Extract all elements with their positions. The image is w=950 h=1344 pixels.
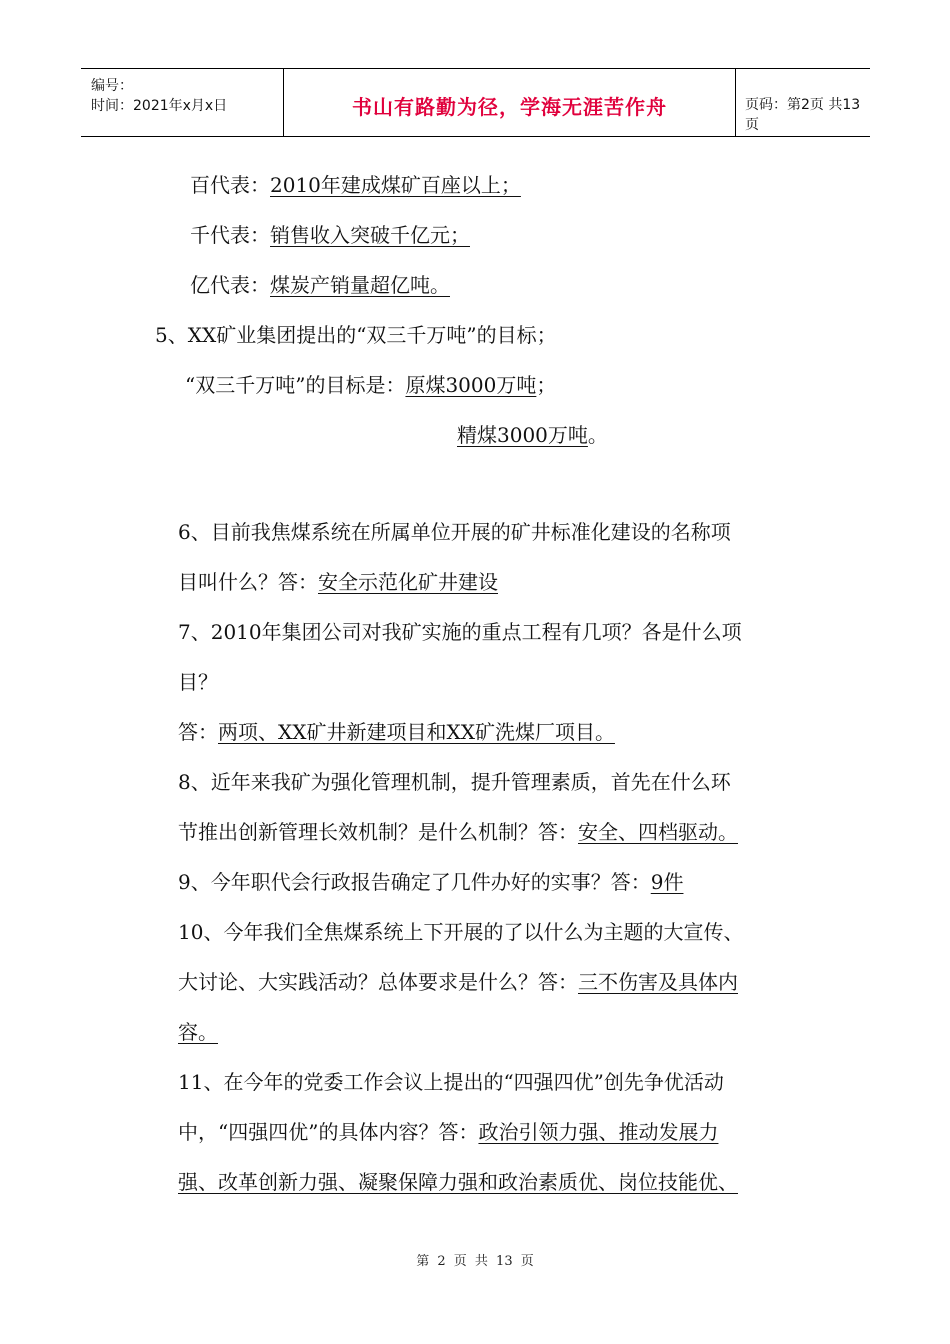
body-line: 精煤3000万吨。 xyxy=(457,423,608,447)
header-info-cell xyxy=(81,69,283,136)
body-line: 亿代表：煤炭产销量超亿吨。 xyxy=(190,273,450,297)
question-line: 6、目前我焦煤系统在所属单位开展的矿井标准化建设的名称项 xyxy=(178,520,731,544)
header-page-cell xyxy=(735,69,870,136)
question-line: 节推出创新管理长效机制？是什么机制？答：安全、四档驱动。 xyxy=(178,820,738,844)
body-line: 千代表：销售收入突破千亿元； xyxy=(190,223,470,247)
question-line: 8、近年来我矿为强化管理机制，提升管理素质，首先在什么环 xyxy=(178,770,731,794)
page-footer: 第 2 页 共 13 页 xyxy=(416,1254,534,1269)
number-label: 编号： xyxy=(91,78,133,94)
question-line: 7、2010年集团公司对我矿实施的重点工程有几项？各是什么项 xyxy=(178,620,742,644)
question-line: 11、在今年的党委工作会议上提出的“四强四优”创先争优活动 xyxy=(178,1070,724,1094)
page-label: 页码：第2页 共13页 xyxy=(745,97,861,133)
motto: 书山有路勤为径，学海无涯苦作舟 xyxy=(352,95,667,119)
answer-line: 答：两项、XX矿井新建项目和XX矿洗煤厂项目。 xyxy=(178,720,615,744)
question-line: 9、今年职代会行政报告确定了几件办好的实事？答：9件 xyxy=(178,870,684,894)
answer-line: 容。 xyxy=(178,1020,218,1044)
document-header xyxy=(81,68,870,137)
answer-line: 强、改革创新力强、凝聚保障力强和政治素质优、岗位技能优、 xyxy=(178,1170,738,1194)
question-line: 目？ xyxy=(178,670,218,694)
header-motto-cell xyxy=(283,69,736,136)
body-line: 百代表：2010年建成煤矿百座以上； xyxy=(190,173,521,197)
body-line: 5、XX矿业集团提出的“双三千万吨”的目标； xyxy=(155,323,557,347)
body-line: “双三千万吨”的目标是：原煤3000万吨； xyxy=(185,373,557,397)
question-line: 10、今年我们全焦煤系统上下开展的了以什么为主题的大宣传、 xyxy=(178,920,744,944)
question-line: 目叫什么？答：安全示范化矿井建设 xyxy=(178,570,498,594)
time-label: 时间：2021年x月x日 xyxy=(91,98,228,114)
question-line: 大讨论、大实践活动？总体要求是什么？答：三不伤害及具体内 xyxy=(178,970,738,994)
question-line: 中，“四强四优”的具体内容？答：政治引领力强、推动发展力 xyxy=(178,1120,719,1144)
